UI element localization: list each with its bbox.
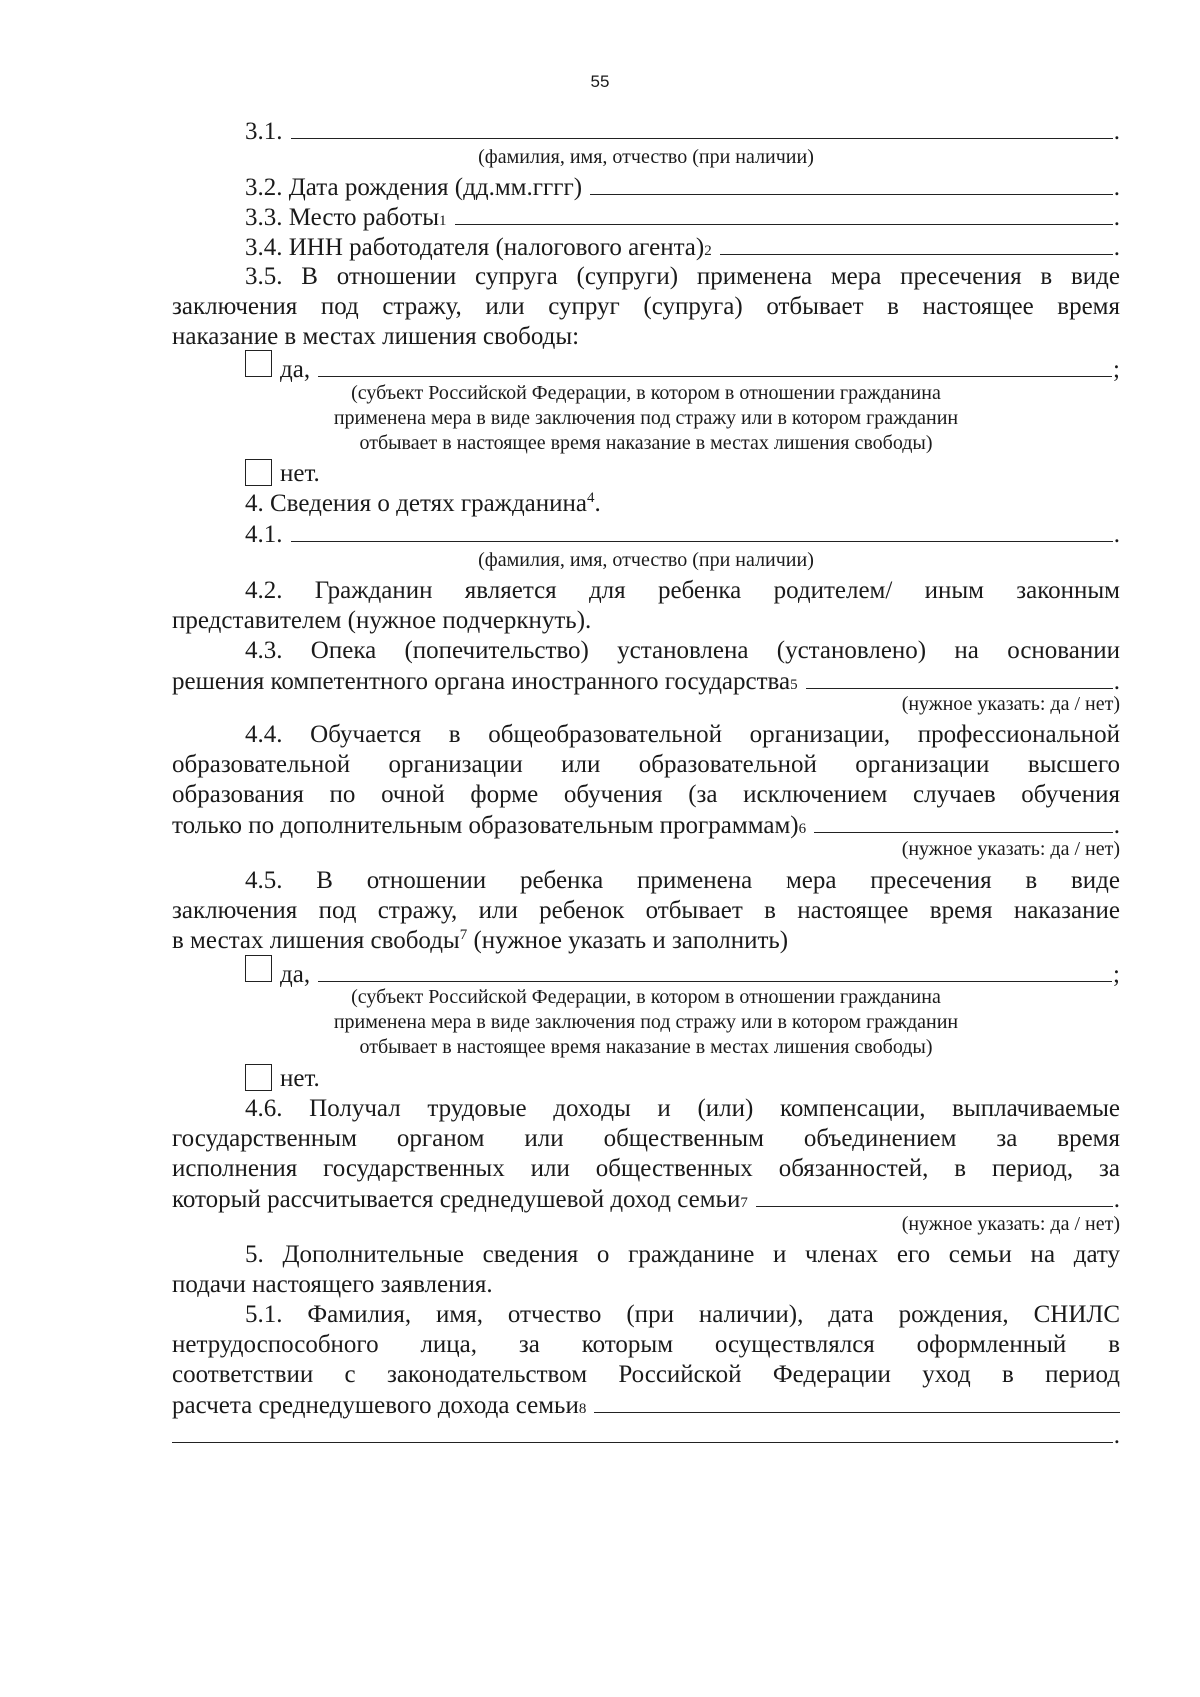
field-4-1-label: 4.1. xyxy=(245,521,283,548)
field-3-4-label: 3.4. ИНН работодателя (налогового агента) xyxy=(245,234,705,261)
hint-yes-no: (нужное указать: да / нет) xyxy=(901,1213,1120,1235)
child-no-row xyxy=(245,1062,1120,1095)
semicolon: ; xyxy=(1113,961,1120,988)
para-4-4-line: только по дополнительным образовательным программам) 6 . xyxy=(172,808,1120,841)
field-3-1-label: 3.1. xyxy=(245,118,283,145)
income-blank[interactable] xyxy=(756,1182,1113,1207)
para-4-3-text: решения компетентного органа иностранного государства xyxy=(172,668,791,695)
subject-caption-line: (субъект Российской Федерации, в котором в отношении гражданина xyxy=(351,986,941,1008)
para-4-3-line: решения компетентного органа иностранного государства 5 . xyxy=(172,664,1120,697)
field-3-3-label: 3.3. Место работы xyxy=(245,204,440,231)
para-4-6-line: который рассчитывается среднедушевой доход семьи 7 . xyxy=(172,1182,1120,1215)
field-3-2 xyxy=(245,170,1120,203)
para-4-6-line: 4.6. Получал трудовые доходы и (или) компенсации, выплачиваемые xyxy=(245,1095,1120,1122)
subject-caption-line: отбывает в настоящее время наказание в местах лишения свободы) xyxy=(359,432,933,454)
period: . xyxy=(1113,1422,1120,1449)
field-3-4: 3.4. ИНН работодателя (налогового агента) 2 . xyxy=(245,230,1120,263)
footnote-mark: 4 xyxy=(587,490,595,506)
para-4-4-line: образования по очной форме обучения (за исключением случаев обучения xyxy=(172,781,1120,808)
para-5-1-line: нетрудоспособного лица, за которым осуществлялся оформленный в xyxy=(172,1331,1120,1358)
subject-caption-line: (субъект Российской Федерации, в котором в отношении гражданина xyxy=(351,382,941,404)
para-3-5-line: 3.5. В отношении супруга (супруги) применена мера пресечения в виде xyxy=(245,263,1120,290)
section-5-title-line: 5. Дополнительные сведения о гражданине и членах его семьи на дату xyxy=(245,1241,1120,1268)
page-number: 55 xyxy=(590,72,610,91)
para-4-3-line: 4.3. Опека (попечительство) установлена (установлено) на основании xyxy=(245,637,1120,664)
para-3-5-line: заключения под стражу, или супруг (супруга) отбывает в настоящее время xyxy=(172,293,1120,320)
para-4-4-text: только по дополнительным образовательным программам) xyxy=(172,812,799,839)
education-blank[interactable] xyxy=(814,808,1113,833)
spouse-no-row xyxy=(245,457,1120,490)
para-4-6-text: который рассчитывается среднедушевой доход семьи xyxy=(172,1186,741,1213)
subject-caption-line: отбывает в настоящее время наказание в местах лишения свободы) xyxy=(359,1036,933,1058)
period: . xyxy=(594,490,601,517)
para-4-2-line: 4.2. Гражданин является для ребенка родителем/ иным законным xyxy=(245,577,1120,604)
para-4-5-line: 4.5. В отношении ребенка применена мера пресечения в виде xyxy=(245,867,1120,894)
no-label: нет. xyxy=(280,1065,320,1092)
disabled-person-blank-2[interactable] xyxy=(172,1418,1113,1443)
disabled-person-blank[interactable] xyxy=(594,1388,1120,1413)
employer-inn-blank[interactable] xyxy=(720,230,1113,255)
child-no-checkbox[interactable] xyxy=(245,1064,272,1091)
yes-label: да, xyxy=(280,356,311,383)
para-5-1-continuation xyxy=(172,1418,1120,1451)
para-4-6-line: исполнения государственных или общественных обязанностей, в период, за xyxy=(172,1155,1120,1182)
no-label: нет. xyxy=(280,460,320,487)
para-3-5-line: наказание в местах лишения свободы: xyxy=(172,323,580,350)
spouse-yes-row xyxy=(245,350,1120,383)
para-4-2-line: представителем (нужное подчеркнуть). xyxy=(172,607,592,634)
hint-yes-no: (нужное указать: да / нет) xyxy=(901,693,1120,715)
field-3-1-blank[interactable] xyxy=(291,114,1113,139)
para-5-1-text: расчета среднедушевого дохода семьи xyxy=(172,1392,579,1419)
period: . xyxy=(1113,668,1120,695)
period: . xyxy=(1113,1186,1120,1213)
spouse-no-checkbox[interactable] xyxy=(245,459,272,486)
yes-label: да, xyxy=(280,961,311,988)
fio-caption: (фамилия, имя, отчество (при наличии) xyxy=(478,146,814,168)
para-4-5-hint: (нужное указать и заполнить) xyxy=(473,927,789,954)
field-3-2-label: 3.2. Дата рождения (дд.мм.гггг) xyxy=(245,174,583,201)
field-3-3: 3.3. Место работы 1 . xyxy=(245,200,1120,233)
period: . xyxy=(1113,234,1120,261)
fio-caption: (фамилия, имя, отчество (при наличии) xyxy=(478,549,814,571)
period: . xyxy=(1113,174,1120,201)
period: . xyxy=(1113,521,1120,548)
guardianship-blank[interactable] xyxy=(806,664,1113,689)
para-4-5-line: заключения под стражу, или ребенок отбывает в настоящее время наказание xyxy=(172,897,1120,924)
footnote-mark: 7 xyxy=(459,927,468,943)
section-5-title-line: подачи настоящего заявления. xyxy=(172,1271,493,1298)
section-4-title xyxy=(245,487,1120,520)
child-name-blank[interactable] xyxy=(291,517,1113,542)
para-4-6-line: государственным органом или общественным объединением за время xyxy=(172,1125,1120,1152)
subject-caption-line: применена мера в виде заключения под стражу или в котором гражданин xyxy=(333,407,959,429)
para-5-1-line: расчета среднедушевого дохода семьи 8 xyxy=(172,1388,1120,1421)
semicolon: ; xyxy=(1113,356,1120,383)
period: . xyxy=(1113,812,1120,839)
hint-yes-no: (нужное указать: да / нет) xyxy=(901,838,1120,860)
para-4-5-line xyxy=(172,924,1120,957)
section-4-title-text: 4. Сведения о детях гражданина xyxy=(245,490,588,517)
spouse-yes-checkbox[interactable] xyxy=(245,350,272,377)
para-5-1-line: соответствии с законодательством Российской Федерации уход в период xyxy=(172,1361,1120,1388)
para-4-4-line: образовательной организации или образовательной организации высшего xyxy=(172,751,1120,778)
para-4-5-text: в местах лишения свободы xyxy=(172,927,460,954)
para-4-4-line: 4.4. Обучается в общеобразовательной организации, профессиональной xyxy=(245,721,1120,748)
subject-caption-line: применена мера в виде заключения под стражу или в котором гражданин xyxy=(333,1011,959,1033)
field-3-1 xyxy=(245,114,1120,147)
field-4-1 xyxy=(245,517,1120,550)
period: . xyxy=(1113,204,1120,231)
child-subject-blank[interactable] xyxy=(318,957,1112,982)
workplace-blank[interactable] xyxy=(455,200,1113,225)
birth-date-blank[interactable] xyxy=(590,170,1113,195)
spouse-subject-blank[interactable] xyxy=(318,352,1112,377)
child-yes-checkbox[interactable] xyxy=(245,955,272,982)
period: . xyxy=(1113,118,1120,145)
para-5-1-line: 5.1. Фамилия, имя, отчество (при наличии), дата рождения, СНИЛС xyxy=(245,1301,1120,1328)
